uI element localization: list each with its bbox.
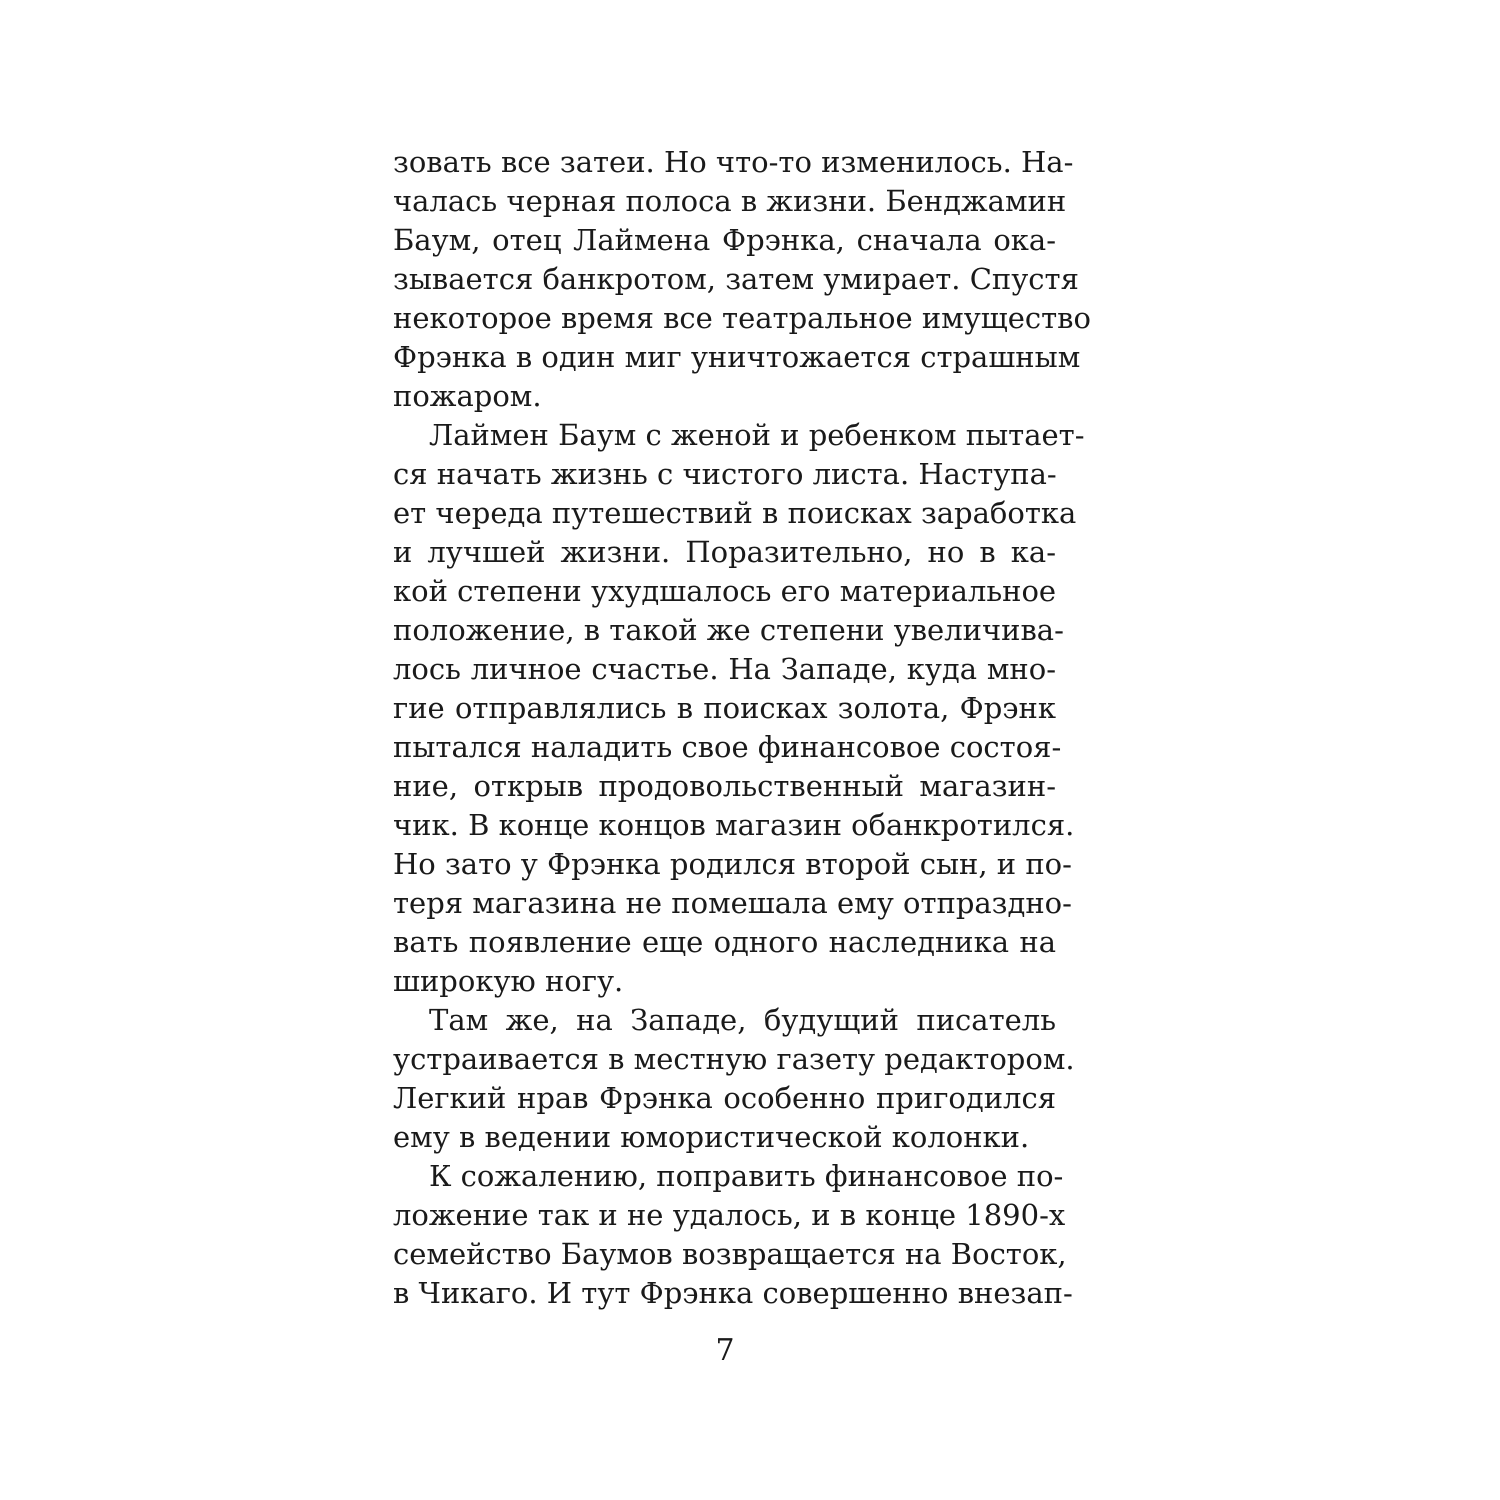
text-line: Легкий нрав Фрэнка особенно пригодился — [393, 1081, 1056, 1115]
text-line: Но зато у Фрэнка родился второй сын, и по- — [393, 847, 1072, 881]
text-line: зовать все затеи. Но что-то изменилось. На- — [393, 145, 1074, 179]
text-line: широкую ногу. — [393, 964, 624, 998]
text-line: ложение так и не удалось, и в конце 1890-х — [393, 1198, 1066, 1232]
text-line: ние, открыв продовольственный магазин- — [393, 769, 1056, 803]
text-line: К сожалению, поправить финансовое по- — [429, 1159, 1064, 1193]
text-line: вать появление еще одного наследника на — [393, 925, 1056, 959]
text-line: некоторое время все театральное имущество — [393, 301, 1091, 335]
text-line: Фрэнка в один миг уничтожается страшным — [393, 340, 1081, 374]
page-number: 7 — [715, 1333, 735, 1368]
text-line: чалась черная полоса в жизни. Бенджамин — [393, 184, 1067, 218]
text-line: теря магазина не помешала ему отпраздно- — [393, 886, 1072, 920]
text-line: кой степени ухудшалось его материальное — [393, 574, 1057, 608]
text-line: ему в ведении юмористической колонки. — [393, 1120, 1030, 1154]
text-line: устраивается в местную газету редактором. — [393, 1042, 1075, 1076]
text-line: ет череда путешествий в поисках заработка — [393, 496, 1077, 530]
text-line: ся начать жизнь с чистого листа. Наступа- — [393, 457, 1057, 491]
text-line: зывается банкротом, затем умирает. Спустя — [393, 262, 1079, 296]
text-line: чик. В конце концов магазин обанкротился. — [393, 808, 1075, 842]
text-line: Лаймен Баум с женой и ребенком пытает- — [429, 418, 1085, 452]
text-line: Там же, на Западе, будущий писатель — [429, 1003, 1056, 1037]
text-line: гие отправлялись в поисках золота, Фрэнк — [393, 691, 1056, 725]
text-line: пытался наладить свое финансовое состоя- — [393, 730, 1062, 764]
text-line: лось личное счастье. На Западе, куда мно- — [393, 652, 1056, 686]
text-line: положение, в такой же степени увеличива- — [393, 613, 1064, 647]
text-line: семейство Баумов возвращается на Восток, — [393, 1237, 1067, 1271]
text-line: и лучшей жизни. Поразительно, но в ка- — [393, 535, 1056, 569]
text-line: в Чикаго. И тут Фрэнка совершенно внезап- — [393, 1276, 1073, 1310]
text-line: пожаром. — [393, 379, 542, 413]
text-line: Баум, отец Лаймена Фрэнка, сначала ока- — [393, 223, 1056, 257]
